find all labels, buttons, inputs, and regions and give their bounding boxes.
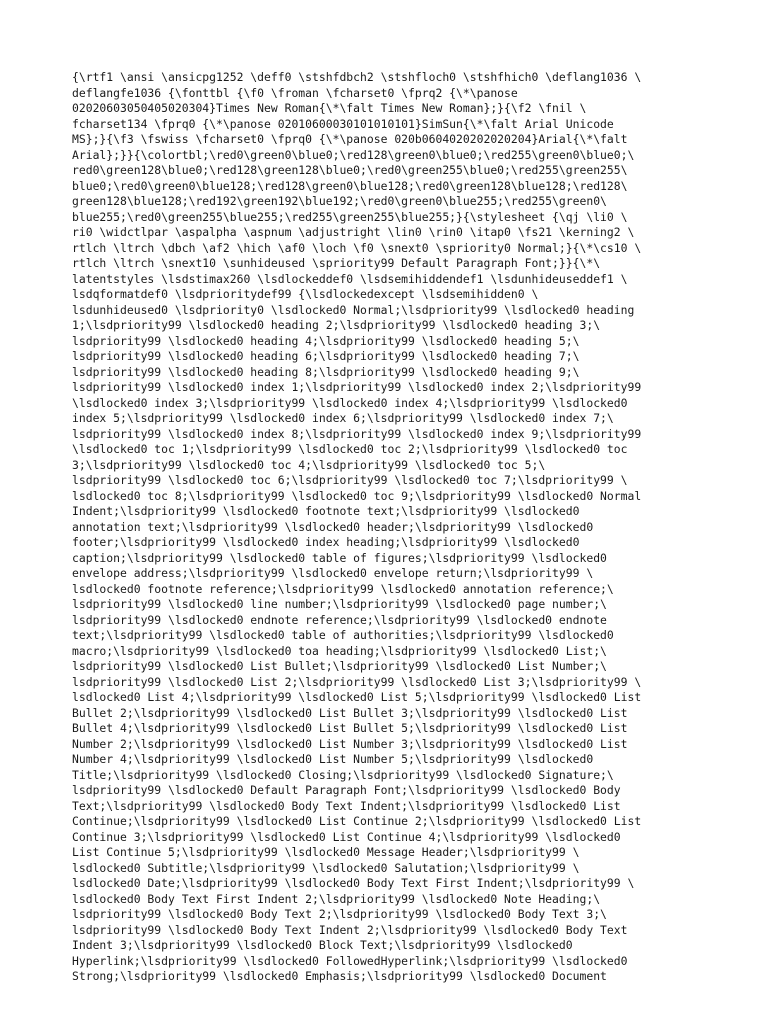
- text-line: blue255;\red0\green255\blue255;\red255\green255\blue255;}{\stylesheet {\qj \li0 \: [72, 209, 628, 224]
- text-line: lsdlocked0 toc 8;\lsdpriority99 \lsdlocked0 toc 9;\lsdpriority99 \lsdlocked0 Normal: [72, 488, 642, 503]
- text-line: Continue;\lsdpriority99 \lsdlocked0 List Continue 2;\lsdpriority99 \lsdlocked0 List: [72, 814, 642, 828]
- text-line: lsdpriority99 \lsdlocked0 Body Text 2;\lsdpriority99 \lsdlocked0 Body Text 3;\: [72, 907, 607, 921]
- text-line: lsdpriority99 \lsdlocked0 Default Paragraph Font;\lsdpriority99 \lsdlocked0 Body: [72, 783, 621, 797]
- text-line: lsdpriority99 \lsdlocked0 List Bullet;\lsdpriority99 \lsdlocked0 List Number;\: [72, 659, 607, 673]
- text-line: lsdlocked0 List 4;\lsdpriority99 \lsdlocked0 List 5;\lsdpriority99 \lsdlocked0 List: [72, 690, 642, 704]
- text-line: blue0;\red0\green0\blue128;\red128\green0\blue128;\red0\green128\blue128;\red128\: [72, 178, 628, 193]
- text-line: Bullet 2;\lsdpriority99 \lsdlocked0 List Bullet 3;\lsdpriority99 \lsdlocked0 List: [72, 705, 628, 720]
- text-line: lsdpriority99 \lsdlocked0 endnote reference;\lsdpriority99 \lsdlocked0 endnote: [72, 612, 607, 627]
- text-line: Number 2;\lsdpriority99 \lsdlocked0 List Number 3;\lsdpriority99 \lsdlocked0 List: [72, 736, 628, 751]
- text-line: red0\green128\blue0;\red128\green128\blue0;\red0\green255\blue0;\red255\green255\: [72, 163, 628, 177]
- rtf-source-text: [72, 70, 712, 985]
- text-line: rtlch \ltrch \snext10 \sunhideused \spriority99 Default Paragraph Font;}}{\*\: [72, 256, 601, 270]
- text-line: index 5;\lsdpriority99 \lsdlocked0 index 6;\lsdpriority99 \lsdlocked0 index 7;\: [72, 411, 614, 425]
- text-line: Text;\lsdpriority99 \lsdlocked0 Body Text Indent;\lsdpriority99 \lsdlocked0 List: [72, 798, 621, 813]
- text-line: lsdpriority99 \lsdlocked0 toc 6;\lsdpriority99 \lsdlocked0 toc 7;\lsdpriority99 \: [72, 473, 628, 487]
- text-line: Indent 3;\lsdpriority99 \lsdlocked0 Block Text;\lsdpriority99 \lsdlocked0: [72, 938, 573, 952]
- text-line: lsdpriority99 \lsdlocked0 heading 8;\lsdpriority99 \lsdlocked0 heading 9;\: [72, 364, 580, 379]
- text-line: lsdunhideused0 \lsdpriority0 \lsdlocked0 Normal;\lsdpriority99 \lsdlocked0 heading: [72, 302, 635, 317]
- text-line: ri0 \widctlpar \aspalpha \aspnum \adjustright \lin0 \rin0 \itap0 \fs21 \kerning2 \: [72, 225, 635, 239]
- text-line: Arial};}}{\colortbl;\red0\green0\blue0;\red128\green0\blue0;\red255\green0\blue0;\: [72, 147, 635, 162]
- text-line: latentstyles \lsdstimax260 \lsdlockeddef0 \lsdsemihiddendef1 \lsdunhideuseddef1 \: [72, 271, 628, 286]
- text-line: deflangfe1036 {\fonttbl {\f0 \froman \fcharset0 \fprq2 {\*\panose: [72, 85, 518, 100]
- text-line: envelope address;\lsdpriority99 \lsdlocked0 envelope return;\lsdpriority99 \: [72, 566, 594, 580]
- text-line: lsdpriority99 \lsdlocked0 index 1;\lsdpriority99 \lsdlocked0 index 2;\lsdpriority99: [72, 380, 642, 394]
- text-line: lsdpriority99 \lsdlocked0 heading 4;\lsdpriority99 \lsdlocked0 heading 5;\: [72, 333, 580, 348]
- text-line: Title;\lsdpriority99 \lsdlocked0 Closing;\lsdpriority99 \lsdlocked0 Signature;\: [72, 767, 614, 782]
- text-line: \lsdlocked0 index 3;\lsdpriority99 \lsdlocked0 index 4;\lsdpriority99 \lsdlocked0: [72, 395, 628, 410]
- text-line: fcharset134 \fprq0 {\*\panose 02010600030101010101}SimSun{\*\falt Arial Unicode: [72, 116, 614, 131]
- text-line: lsdpriority99 \lsdlocked0 index 8;\lsdpriority99 \lsdlocked0 index 9;\lsdpriority99: [72, 426, 642, 441]
- text-line: Bullet 4;\lsdpriority99 \lsdlocked0 List Bullet 5;\lsdpriority99 \lsdlocked0 List: [72, 721, 628, 735]
- text-line: lsdlocked0 Body Text First Indent 2;\lsdpriority99 \lsdlocked0 Note Heading;\: [72, 891, 601, 906]
- text-line: lsdlocked0 Date;\lsdpriority99 \lsdlocked0 Body Text First Indent;\lsdpriority99 \: [72, 876, 635, 890]
- text-line: 1;\lsdpriority99 \lsdlocked0 heading 2;\lsdpriority99 \lsdlocked0 heading 3;\: [72, 318, 601, 332]
- text-line: Indent;\lsdpriority99 \lsdlocked0 footnote text;\lsdpriority99 \lsdlocked0: [72, 504, 580, 518]
- text-line: Hyperlink;\lsdpriority99 \lsdlocked0 FollowedHyperlink;\lsdpriority99 \lsdlocked0: [72, 953, 628, 968]
- text-line: Number 4;\lsdpriority99 \lsdlocked0 List Number 5;\lsdpriority99 \lsdlocked0: [72, 752, 594, 766]
- text-line: lsdpriority99 \lsdlocked0 heading 6;\lsdpriority99 \lsdlocked0 heading 7;\: [72, 349, 580, 363]
- text-line: macro;\lsdpriority99 \lsdlocked0 toa heading;\lsdpriority99 \lsdlocked0 List;\: [72, 643, 607, 658]
- text-line: lsdpriority99 \lsdlocked0 List 2;\lsdpriority99 \lsdlocked0 List 3;\lsdpriority99 \: [72, 674, 642, 689]
- text-line: lsdqformatdef0 \lsdprioritydef99 {\lsdlockedexcept \lsdsemihidden0 \: [72, 287, 539, 301]
- text-line: lsdlocked0 Subtitle;\lsdpriority99 \lsdlocked0 Salutation;\lsdpriority99 \: [72, 860, 580, 875]
- text-line: {\rtf1 \ansi \ansicpg1252 \deff0 \stshfdbch2 \stshfloch0 \stshfhich0 \deflang1036 \: [72, 70, 642, 84]
- text-line: annotation text;\lsdpriority99 \lsdlocked0 header;\lsdpriority99 \lsdlocked0: [72, 519, 594, 534]
- text-line: MS};}{\f3 \fswiss \fcharset0 \fprq0 {\*\panose 020b0604020202020204}Arial{\*\falt: [72, 132, 628, 146]
- text-line: 3;\lsdpriority99 \lsdlocked0 toc 4;\lsdpriority99 \lsdlocked0 toc 5;\: [72, 457, 546, 472]
- text-line: 02020603050405020304}Times New Roman{\*\falt Times New Roman};}{\f2 \fnil \: [72, 101, 587, 115]
- text-line: rtlch \ltrch \dbch \af2 \hich \af0 \loch \f0 \snext0 \spriority0 Normal;}{\*\cs10 \: [72, 240, 642, 255]
- text-line: caption;\lsdpriority99 \lsdlocked0 table of figures;\lsdpriority99 \lsdlocked0: [72, 550, 607, 565]
- text-line: lsdlocked0 footnote reference;\lsdpriority99 \lsdlocked0 annotation reference;\: [72, 581, 614, 596]
- text-line: Strong;\lsdpriority99 \lsdlocked0 Emphasis;\lsdpriority99 \lsdlocked0 Document: [72, 969, 607, 983]
- text-line: text;\lsdpriority99 \lsdlocked0 table of authorities;\lsdpriority99 \lsdlocked0: [72, 628, 614, 642]
- text-line: Continue 3;\lsdpriority99 \lsdlocked0 List Continue 4;\lsdpriority99 \lsdlocked0: [72, 829, 621, 844]
- text-line: green128\blue128;\red192\green192\blue192;\red0\green0\blue255;\red255\green0\: [72, 194, 607, 208]
- text-line: List Continue 5;\lsdpriority99 \lsdlocked0 Message Header;\lsdpriority99 \: [72, 845, 580, 859]
- text-line: footer;\lsdpriority99 \lsdlocked0 index heading;\lsdpriority99 \lsdlocked0: [72, 535, 580, 549]
- text-line: \lsdlocked0 toc 1;\lsdpriority99 \lsdlocked0 toc 2;\lsdpriority99 \lsdlocked0 toc: [72, 442, 628, 456]
- text-line: lsdpriority99 \lsdlocked0 Body Text Indent 2;\lsdpriority99 \lsdlocked0 Body Text: [72, 922, 628, 937]
- text-line: lsdpriority99 \lsdlocked0 line number;\lsdpriority99 \lsdlocked0 page number;\: [72, 597, 607, 611]
